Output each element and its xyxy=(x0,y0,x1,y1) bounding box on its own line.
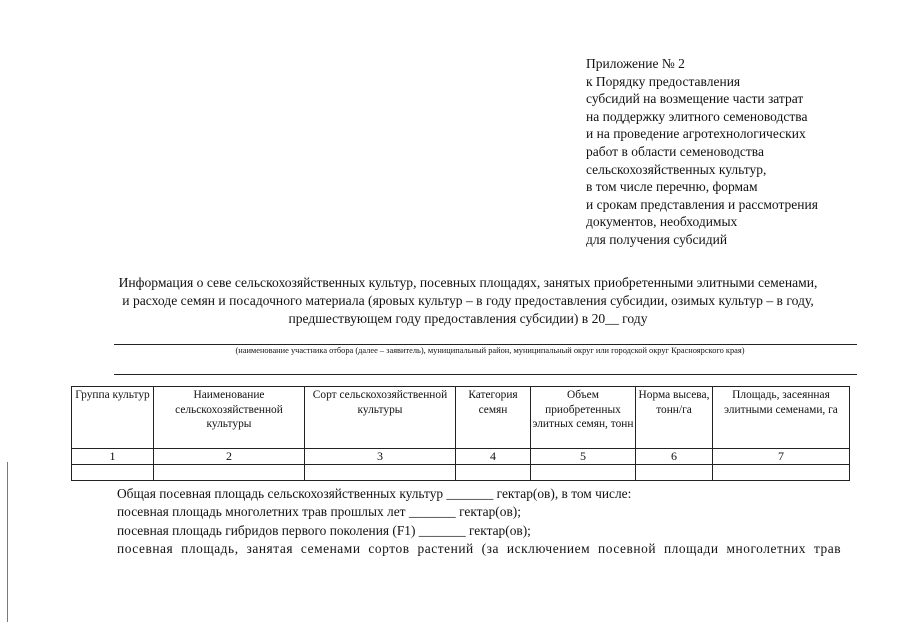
document-title xyxy=(70,274,866,328)
number-cell: 5 xyxy=(531,449,636,465)
area-summary xyxy=(117,485,857,559)
title-line: и расходе семян и посадочного материала (яровых культур – в году предоставления субсидии, озимых культур – в году, xyxy=(122,293,814,308)
header-cell: Категория семян xyxy=(456,387,531,449)
number-cell: 6 xyxy=(636,449,713,465)
appendix-line: сельскохозяйственных культур, xyxy=(586,161,767,177)
blank-cell xyxy=(636,464,713,480)
header-cell: Сорт сельскохозяйственной культуры xyxy=(305,387,456,449)
applicant-name-line xyxy=(114,344,857,345)
summary-line: посевная площадь гибридов первого поколения (F1) _______ гектар(ов); xyxy=(117,522,531,538)
header-cell: Площадь, засеянная элитными семенами, га xyxy=(713,387,850,449)
table-number-row xyxy=(72,449,850,465)
number-cell: 1 xyxy=(72,449,154,465)
title-line: предшествующем году предоставления субсидии) в 20__ году xyxy=(288,311,648,326)
appendix-line: Приложение № 2 xyxy=(586,56,685,71)
blank-cell xyxy=(531,464,636,480)
appendix-line: документов, необходимых xyxy=(586,214,738,230)
blank-cell xyxy=(72,464,154,480)
appendix-line: и срокам представления и рассмотрения xyxy=(586,196,818,212)
summary-line: Общая посевная площадь сельскохозяйственных культур _______ гектар(ов), в том числе: xyxy=(117,486,632,501)
appendix-line: в том числе перечню, формам xyxy=(586,179,758,195)
header-cell: Наименование сельскохозяйственной культуры xyxy=(154,387,305,449)
appendix-line: на поддержку элитного семеноводства xyxy=(586,108,808,124)
scan-edge-mark xyxy=(7,462,8,622)
appendix-line: субсидий на возмещение части затрат xyxy=(586,91,804,107)
number-cell: 3 xyxy=(305,449,456,465)
header-cell: Объем приобретенных элитных семян, тонн xyxy=(531,387,636,449)
number-cell: 2 xyxy=(154,449,305,465)
blank-cell xyxy=(305,464,456,480)
table-blank-row xyxy=(72,464,850,480)
header-cell: Группа культур xyxy=(72,387,154,449)
summary-line: посевная площадь, занятая семенами сортов растений (за исключением посевной площади многолетних трав xyxy=(117,541,842,557)
title-line: Информация о севе сельскохозяйственных культур, посевных площадях, занятых приобретенными элитными семенами, xyxy=(118,275,818,290)
appendix-header xyxy=(586,55,886,249)
number-cell: 7 xyxy=(713,449,850,465)
table-header-row xyxy=(72,387,850,449)
blank-cell xyxy=(456,464,531,480)
summary-line: посевная площадь многолетних трав прошлых лет _______ гектар(ов); xyxy=(117,504,521,520)
number-cell: 4 xyxy=(456,449,531,465)
applicant-caption: (наименование участника отбора (далее – заявитель), муниципальный район, муниципальный округ или городской округ Красноярского края) xyxy=(235,346,745,355)
header-cell: Норма высева, тонн/га xyxy=(636,387,713,449)
blank-cell xyxy=(713,464,850,480)
blank-cell xyxy=(154,464,305,480)
appendix-line: для получения субсидий xyxy=(586,231,728,247)
separator-line xyxy=(114,374,857,375)
seed-table xyxy=(71,386,850,481)
appendix-line: работ в области семеноводства xyxy=(586,143,764,159)
appendix-line: к Порядку предоставления xyxy=(586,73,741,89)
appendix-line: и на проведение агротехнологических xyxy=(586,126,806,142)
